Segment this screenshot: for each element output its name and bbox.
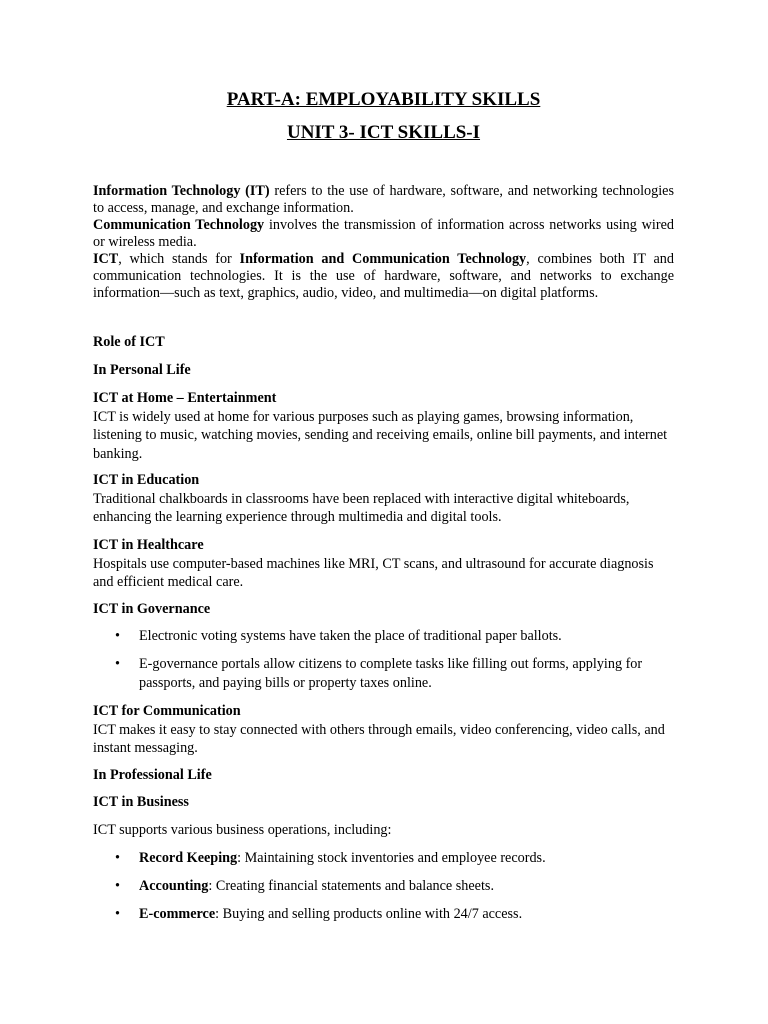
governance-bullet — [93, 655, 674, 692]
communication-heading: ICT for Communication — [93, 703, 241, 719]
healthcare-text: Hospitals use computer-based machines like MRI, CT scans, and ultrasound for accurate diagnosis and efficient medical care. — [93, 555, 654, 590]
ict-full-term: Information and Communication Technology — [239, 251, 527, 267]
business-bullet — [93, 877, 674, 896]
business-bullet — [93, 849, 674, 868]
education-heading: ICT in Education — [93, 472, 200, 488]
ct-term: Communication Technology — [93, 217, 265, 233]
home-text: ICT is widely used at home for various purposes such as playing games, browsing information, listening to music, watching movies, sending and receiving emails, online bill payments, and internet banking. — [93, 408, 668, 462]
part-title: PART-A: EMPLOYABILITY SKILLS — [226, 89, 541, 110]
it-term: Information Technology (IT) — [93, 183, 270, 199]
bullet-icon: • — [115, 656, 120, 672]
intro-section — [93, 183, 674, 302]
education-section — [93, 471, 674, 527]
ict-definition-text: , combines both IT and communication technologies. It is the use of hardware, software, and networks to exchange information—such as text, graphics, audio, video, and multimedia—on digital platforms. — [93, 251, 674, 301]
governance-bullet — [93, 627, 674, 646]
business-bullet — [93, 905, 674, 924]
bullet-icon: • — [115, 906, 120, 922]
business-bullet-term: E-commerce — [139, 906, 216, 922]
home-heading: ICT at Home – Entertainment — [93, 390, 277, 406]
it-definition-text: refers to the use of hardware, software, and networking technologies to access, manage, and exchange information. — [93, 183, 674, 216]
governance-bullet-text: E-governance portals allow citizens to complete tasks like filling out forms, applying for passports, and paying bills or property taxes online. — [139, 656, 643, 691]
ict-term: ICT — [93, 251, 119, 267]
business-bullet-text: : Maintaining stock inventories and employee records. — [237, 850, 546, 866]
professional-life-heading: In Professional Life — [93, 767, 212, 783]
role-heading: Role of ICT — [93, 334, 165, 350]
ct-definition — [93, 217, 674, 251]
ict-definition — [93, 251, 674, 302]
healthcare-heading: ICT in Healthcare — [93, 537, 204, 553]
communication-section — [93, 702, 674, 758]
bullet-icon: • — [115, 628, 120, 644]
business-bullet-text: : Buying and selling products online with 24/7 access. — [215, 906, 523, 922]
education-text: Traditional chalkboards in classrooms have been replaced with interactive digital whiteboards, enhancing the learning experience through multimedia and digital tools. — [93, 490, 630, 525]
bullet-icon: • — [115, 850, 120, 866]
business-bullet-term: Accounting — [139, 878, 209, 894]
governance-bullet-text: Electronic voting systems have taken the place of traditional paper ballots. — [139, 628, 562, 644]
business-intro: ICT supports various business operations, including: — [93, 822, 392, 838]
business-bullet-term: Record Keeping — [139, 850, 238, 866]
healthcare-section — [93, 536, 674, 592]
unit-title: UNIT 3- ICT SKILLS-I — [286, 122, 481, 143]
it-definition — [93, 183, 674, 217]
business-heading: ICT in Business — [93, 794, 189, 810]
governance-heading: ICT in Governance — [93, 601, 211, 617]
home-section — [93, 389, 674, 463]
business-bullet-text: : Creating financial statements and balance sheets. — [208, 878, 494, 894]
bullet-icon: • — [115, 878, 120, 894]
personal-life-heading: In Personal Life — [93, 362, 191, 378]
ict-mid-text: , which stands for — [118, 251, 240, 267]
communication-text: ICT makes it easy to stay connected with others through emails, video conferencing, video calls, and instant messaging. — [93, 721, 665, 756]
ct-definition-text: involves the transmission of information across networks using wired or wireless media. — [93, 217, 674, 250]
